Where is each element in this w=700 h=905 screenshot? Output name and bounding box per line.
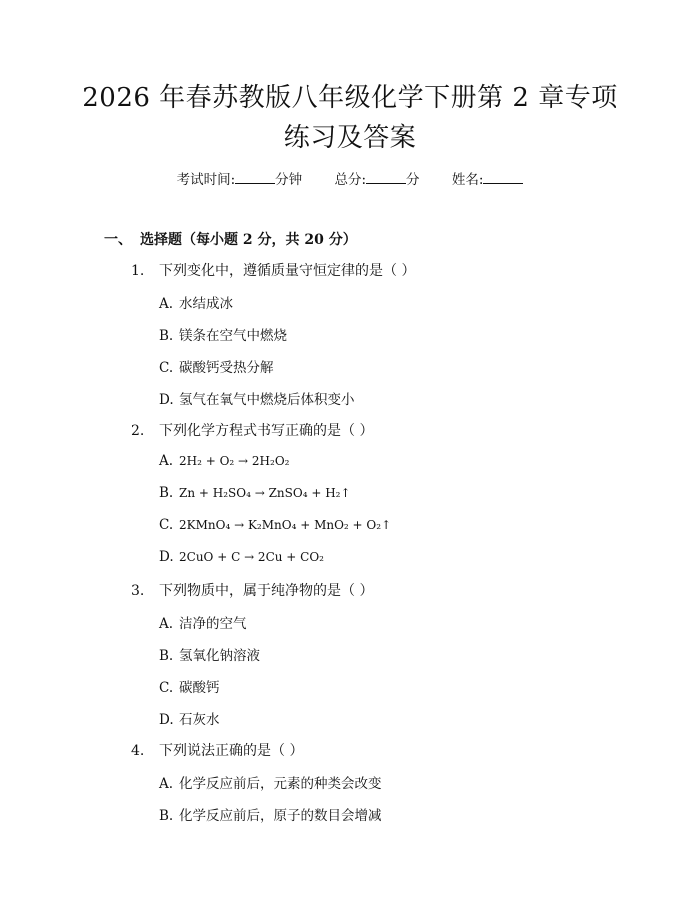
option-text: 2H₂ + O₂ → 2H₂O₂ bbox=[179, 454, 290, 468]
total-score bbox=[334, 168, 419, 188]
option-text: Zn + H₂SO₄ → ZnSO₄ + H₂↑ bbox=[179, 486, 351, 500]
question-text: 下列物质中，属于纯净物的是（ ） bbox=[159, 583, 374, 599]
option-text: 碳酸钙受热分解 bbox=[179, 360, 274, 376]
section-number: 一、 bbox=[104, 232, 132, 248]
option-text: 碳酸钙 bbox=[179, 680, 220, 696]
question-2 bbox=[131, 420, 373, 440]
document-title bbox=[60, 78, 640, 158]
question-3-option-c bbox=[159, 676, 220, 696]
option-letter: A. bbox=[159, 453, 174, 469]
question-4-option-a bbox=[159, 772, 382, 792]
student-name bbox=[452, 168, 524, 188]
section-title: 选择题（每小题 2 分，共 20 分） bbox=[140, 232, 357, 248]
title-line-1: 2026 年春苏教版八年级化学下册第 2 章专项 bbox=[82, 83, 618, 113]
option-letter: D. bbox=[159, 712, 174, 728]
option-letter: C. bbox=[159, 680, 174, 696]
option-text: 化学反应前后，元素的种类会改变 bbox=[179, 776, 382, 792]
option-text: 氢气在氧气中燃烧后体积变小 bbox=[179, 392, 355, 408]
total-score-blank bbox=[366, 171, 406, 184]
question-4 bbox=[131, 740, 303, 760]
question-1-option-c bbox=[159, 356, 274, 376]
question-number: 1. bbox=[131, 263, 145, 279]
question-3-option-b bbox=[159, 644, 260, 664]
question-2-option-b bbox=[159, 485, 351, 501]
question-3 bbox=[131, 580, 373, 600]
total-score-unit: 分 bbox=[406, 172, 420, 188]
student-name-blank bbox=[483, 171, 523, 184]
option-letter: B. bbox=[159, 485, 174, 501]
option-text: 水结成冰 bbox=[179, 296, 233, 312]
question-number: 3. bbox=[131, 583, 145, 599]
question-1-option-a bbox=[159, 292, 233, 312]
exam-time bbox=[177, 168, 303, 188]
option-text: 镁条在空气中燃烧 bbox=[179, 328, 287, 344]
question-number: 2. bbox=[131, 423, 145, 439]
option-letter: B. bbox=[159, 328, 174, 344]
option-text: 化学反应前后，原子的数目会增减 bbox=[179, 808, 382, 824]
question-1-option-d bbox=[159, 388, 355, 408]
option-letter: A. bbox=[159, 616, 174, 632]
total-score-label: 总分: bbox=[334, 172, 367, 188]
option-text: 洁净的空气 bbox=[179, 616, 247, 632]
question-text: 下列说法正确的是（ ） bbox=[159, 743, 304, 759]
question-2-option-a bbox=[159, 453, 289, 469]
question-text: 下列化学方程式书写正确的是（ ） bbox=[159, 423, 374, 439]
option-letter: B. bbox=[159, 808, 174, 824]
question-2-option-d bbox=[159, 549, 324, 565]
section-heading bbox=[104, 229, 357, 249]
exam-time-label: 考试时间: bbox=[176, 172, 236, 188]
option-letter: B. bbox=[159, 648, 174, 664]
exam-info bbox=[0, 168, 700, 188]
question-1 bbox=[131, 260, 415, 280]
option-letter: D. bbox=[159, 549, 174, 565]
option-letter: A. bbox=[159, 296, 174, 312]
option-text: 2CuO + C → 2Cu + CO₂ bbox=[179, 550, 324, 564]
question-4-option-b bbox=[159, 804, 382, 824]
exam-time-blank bbox=[235, 171, 275, 184]
option-letter: D. bbox=[159, 392, 174, 408]
title-line-2: 练习及答案 bbox=[283, 123, 417, 153]
option-letter: C. bbox=[159, 360, 174, 376]
option-text: 2KMnO₄ → K₂MnO₄ + MnO₂ + O₂↑ bbox=[179, 518, 392, 532]
question-2-option-c bbox=[159, 517, 391, 533]
question-3-option-a bbox=[159, 612, 247, 632]
option-text: 石灰水 bbox=[179, 712, 220, 728]
student-name-label: 姓名: bbox=[451, 172, 484, 188]
option-text: 氢氧化钠溶液 bbox=[179, 648, 260, 664]
question-text: 下列变化中，遵循质量守恒定律的是（ ） bbox=[159, 263, 416, 279]
question-number: 4. bbox=[131, 743, 145, 759]
option-letter: A. bbox=[159, 776, 174, 792]
exam-time-unit: 分钟 bbox=[275, 172, 303, 188]
question-3-option-d bbox=[159, 708, 220, 728]
option-letter: C. bbox=[159, 517, 174, 533]
question-1-option-b bbox=[159, 324, 287, 344]
